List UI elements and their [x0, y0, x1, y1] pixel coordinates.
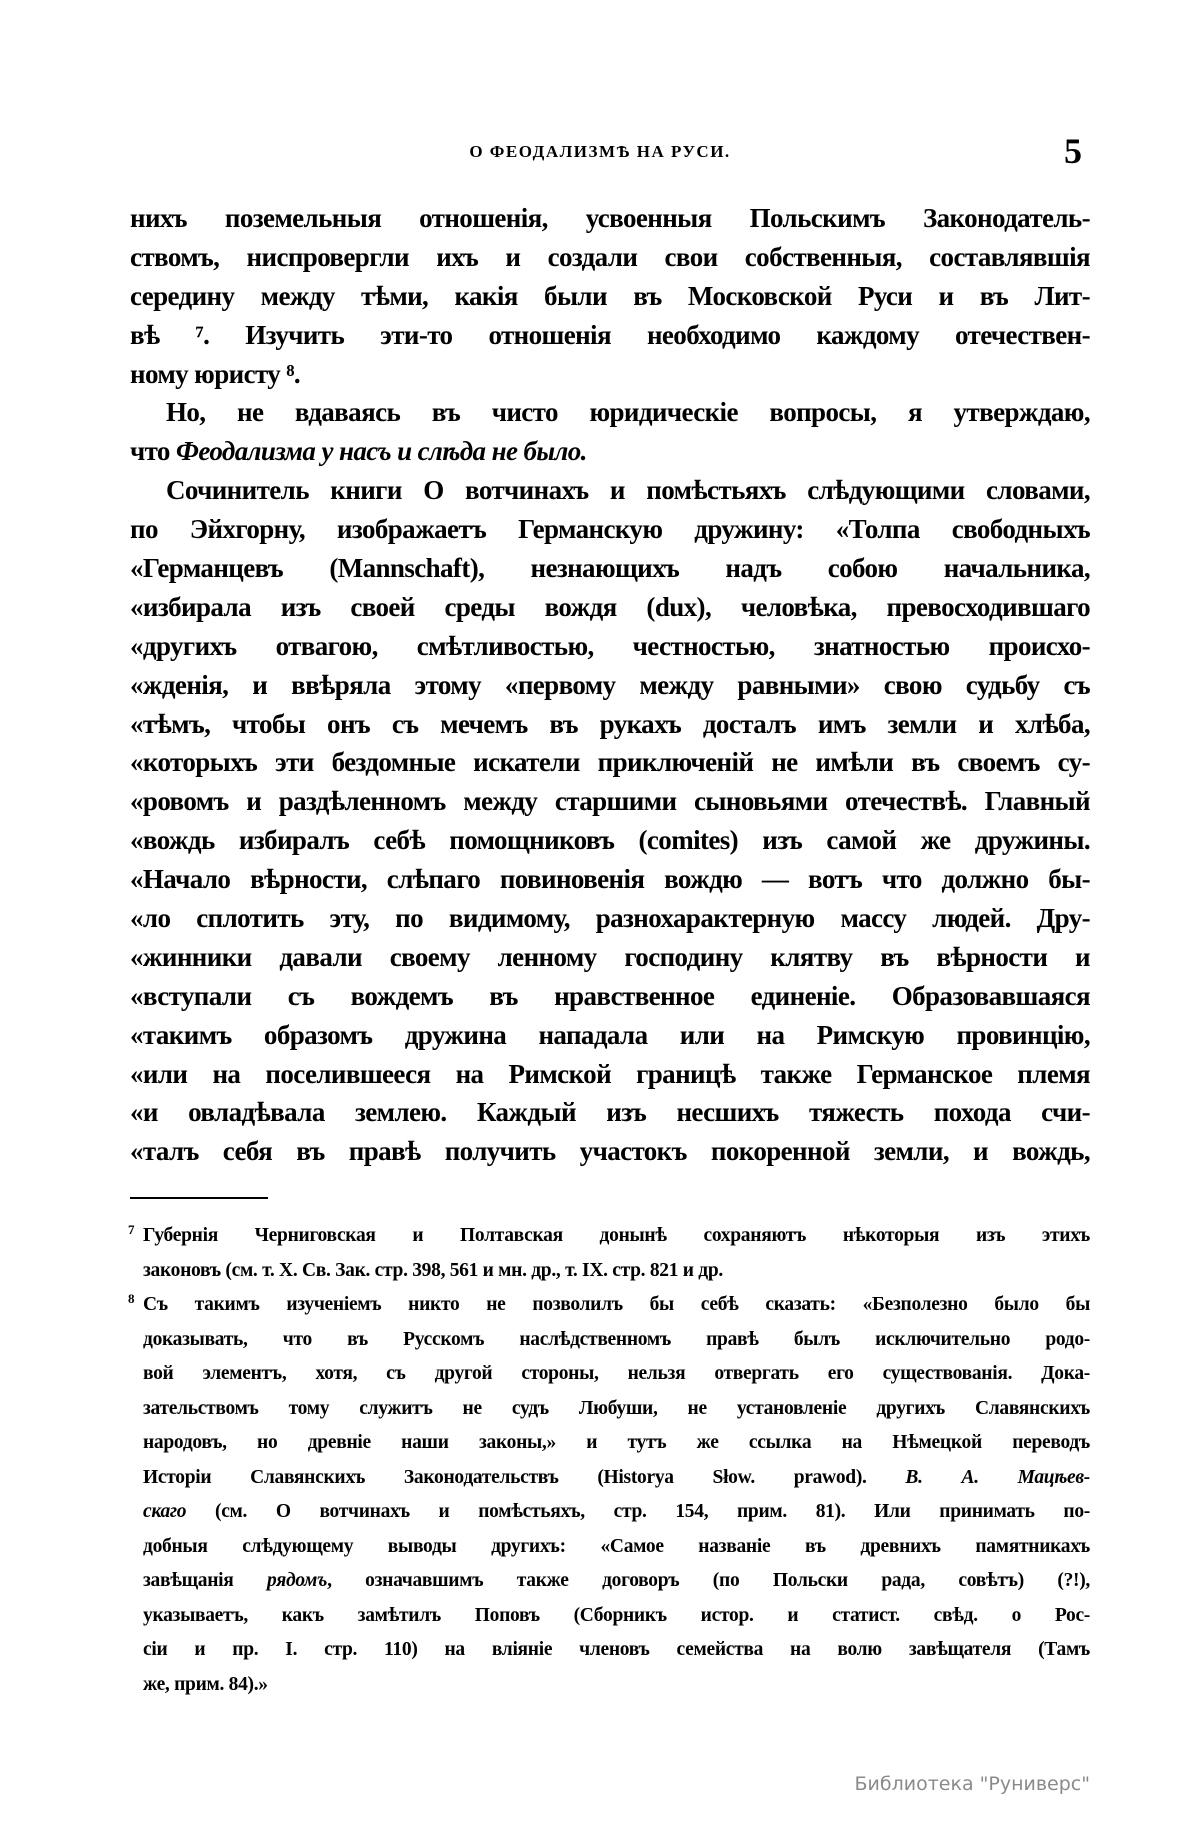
- footnote-divider: [130, 1197, 268, 1199]
- library-watermark: Библиотека "Руниверс": [854, 1773, 1090, 1795]
- text-line: [130, 432, 1090, 471]
- italic-text: В. А. Мацѣев-: [905, 1466, 1090, 1488]
- text-line: Съ такимъ изученіемъ никто не позволилъ бы себѣ сказать: «Безполезно было бы: [143, 1294, 1090, 1315]
- text-line: середину между тѣми, какія были въ Московской Руси и въ Лит-: [130, 280, 1090, 311]
- footnote: [128, 1288, 1090, 1702]
- paragraph: [130, 199, 1090, 393]
- text-line: же, прим. 84).»: [143, 1673, 268, 1695]
- text-line: сіи и пр. I. стр. 110) на вліяніе членовъ семейства на волю завѣщателя (Тамъ: [143, 1639, 1090, 1660]
- italic-text: скаго: [143, 1501, 187, 1522]
- text-line: Губернія Черниговская и Полтавская донынѣ сохраняютъ нѣкоторыя изъ этихъ: [143, 1225, 1090, 1246]
- footnotes: [128, 1219, 1090, 1702]
- text-line: «и овладѣвала землею. Каждый изъ несшихъ тяжесть похода счи-: [130, 1097, 1090, 1128]
- text-segment: Исторіи Славянскихъ Законодательствъ (Historya Słow. prawod).: [143, 1466, 906, 1488]
- text-line: вой элементъ, хотя, съ другой стороны, нельзя отвергать его существованія. Дока-: [143, 1363, 1090, 1384]
- page-number: 5: [1064, 131, 1082, 171]
- text-line: ствомъ, ниспровергли ихъ и создали свои собственныя, составлявшія: [130, 241, 1090, 272]
- text-line: вѣ ⁷. Изучить эти-то отношенія необходимо каждому отечествен-: [130, 319, 1090, 350]
- text-line: [143, 1461, 1090, 1496]
- page-header: [0, 131, 1200, 171]
- text-line: Сочинитель книги О вотчинахъ и помѣстьяхъ слѣдующими словами,: [166, 475, 1090, 506]
- italic-text: Феодализма у насъ и слѣда не было.: [175, 436, 587, 467]
- text-line: ному юристу ⁸.: [130, 358, 300, 389]
- text-line: «ло сплотить эту, по видимому, разнохарактерную массу людей. Дру-: [130, 903, 1090, 934]
- main-text: [130, 199, 1090, 1171]
- text-line: Но, не вдаваясь въ чисто юридическіе вопросы, я утверждаю,: [166, 397, 1090, 428]
- italic-text: рядомъ: [267, 1570, 328, 1591]
- text-line: законовъ (см. т. X. Св. Зак. стр. 398, 561 и мн. др., т. IX. стр. 821 и др.: [143, 1259, 723, 1281]
- footnote: [128, 1219, 1090, 1288]
- text-line: народовъ, но древніе наши законы,» и тутъ же ссылка на Нѣмецкой переводъ: [143, 1432, 1090, 1453]
- text-line: «Германцевъ (Mannschaft), незнающихъ надъ собою начальника,: [130, 553, 1090, 584]
- text-line: «талъ себя въ правѣ получить участокъ покоренной земли, и вождь,: [130, 1136, 1090, 1167]
- text-segment: , означавшимъ также договоръ (по Польски рада, совѣтъ) (?!),: [327, 1570, 1090, 1591]
- text-line: указываетъ, какъ замѣтилъ Поповъ (Сборникъ истор. и статист. свѣд. о Рос-: [143, 1604, 1090, 1626]
- text-line: «ровомъ и раздѣленномъ между старшими сыновьями отечествѣ. Главный: [130, 786, 1090, 817]
- text-line: [143, 1495, 1090, 1530]
- text-line: нихъ поземельныя отношенія, усвоенныя Польскимъ Законодатель-: [130, 203, 1090, 233]
- footnote-marker: 8: [128, 1291, 135, 1306]
- text-line: доказывать, что въ Русскомъ наслѣдственномъ правѣ былъ исключительно родо-: [143, 1328, 1090, 1350]
- text-segment: (см. О вотчинахъ и помѣстьяхъ, стр. 154, прим. 81). Или принимать по-: [186, 1501, 1090, 1522]
- footnote-marker: 7: [128, 1222, 135, 1237]
- text-line: «жденія, и ввѣряла этому «первому между равными» свою судьбу съ: [130, 669, 1090, 700]
- text-line: «или на поселившееся на Римской границѣ также Германское племя: [130, 1058, 1090, 1089]
- text-line: «жинники давали своему ленному господину клятву въ вѣрности и: [130, 941, 1090, 972]
- text-line: по Эйхгорну, изображаетъ Германскую дружину: «Толпа свободныхъ: [130, 514, 1090, 545]
- text-line: «вступали съ вождемъ въ нравственное единеніе. Образовавшаяся: [130, 980, 1090, 1011]
- text-line: «другихъ отвагою, смѣтливостью, честностью, знатностью происхо-: [130, 630, 1090, 661]
- text-line: «такимъ образомъ дружина нападала или на Римскую провинцію,: [130, 1019, 1090, 1050]
- running-title: О ФЕОДАЛИЗМѢ НА РУСИ.: [469, 142, 731, 161]
- text-line: добныя слѣдующему выводы другихъ: «Самое названіе въ древнихъ памятникахъ: [143, 1535, 1090, 1557]
- text-line: [143, 1564, 1090, 1599]
- paragraph: [130, 471, 1090, 1171]
- text-line: «избирала изъ своей среды вождя (dux), человѣка, превосходившаго: [130, 591, 1090, 622]
- text-line: «которыхъ эти бездомные искатели приключеній не имѣли въ своемъ су-: [130, 747, 1090, 778]
- text-line: «Начало вѣрности, слѣпаго повиновенія вождю — вотъ что должно бы-: [130, 864, 1090, 895]
- text-line: «тѣмъ, чтобы онъ съ мечемъ въ рукахъ досталъ имъ земли и хлѣба,: [130, 708, 1090, 739]
- paragraph: [130, 393, 1090, 471]
- text-line: зательствомъ тому служитъ не судъ Любуши, не установленіе другихъ Славянскихъ: [143, 1397, 1090, 1419]
- text-line: «вождь избиралъ себѣ помощниковъ (comites) изъ самой же дружины.: [130, 825, 1090, 856]
- text-segment: завѣщанія: [143, 1570, 268, 1591]
- text-segment: что: [130, 436, 176, 467]
